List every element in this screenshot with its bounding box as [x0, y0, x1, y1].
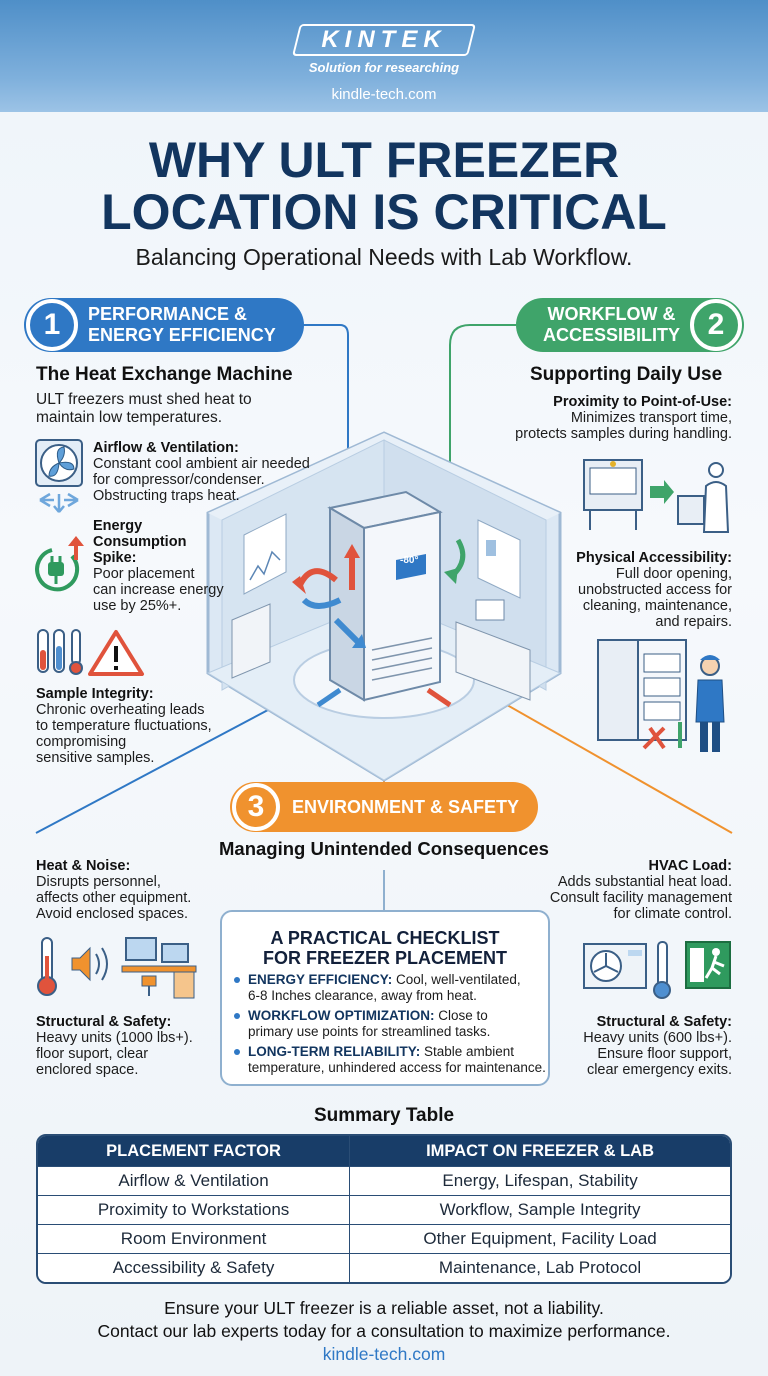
heat-noise-line-1: Disrupts personnel,: [36, 874, 161, 890]
checklist-item: [234, 1008, 546, 1040]
heat-noise-block: [36, 858, 191, 922]
section-3-number: 3: [232, 783, 280, 831]
physical-line-3: cleaning, maintenance,: [582, 598, 732, 614]
checklist-item-label: ENERGY EFFICIENCY:: [248, 972, 393, 987]
section-1-label-line-1: PERFORMANCE &: [88, 304, 248, 324]
checklist-item-text: Close to: [434, 1008, 488, 1023]
checklist-item-label: WORKFLOW OPTIMIZATION:: [248, 1008, 435, 1023]
table-cell: Room Environment: [38, 1224, 349, 1253]
sample-integrity-block: [36, 686, 212, 766]
section-2-heading: Supporting Daily Use: [530, 364, 723, 385]
structural-right-title: Structural & Safety:: [596, 1014, 732, 1030]
sample-line-4: sensitive samples.: [36, 750, 155, 766]
table-cell: Airflow & Ventilation: [38, 1166, 349, 1195]
summary-table-title: Summary Table: [313, 1105, 455, 1126]
checklist-item-text: 6-8 Inches clearance, away from heat.: [248, 988, 477, 1003]
energy-line-1: Poor placement: [93, 566, 195, 582]
proximity-line-2: protects samples during handling.: [515, 426, 732, 442]
energy-title-line-1: Energy: [93, 518, 143, 534]
table-cell: Workflow, Sample Integrity: [349, 1195, 730, 1224]
structural-left-title: Structural & Safety:: [36, 1014, 172, 1030]
checklist-title-line-1: A PRACTICAL CHECKLIST: [270, 928, 500, 948]
brand-tagline: Solution for researching: [308, 60, 460, 75]
section-1-label: [88, 304, 276, 346]
summary-table: [36, 1134, 732, 1284]
proximity-title: Proximity to Point-of-Use:: [553, 394, 732, 410]
table-row: [38, 1166, 730, 1195]
checklist-title: [222, 928, 548, 968]
energy-line-2: can increase energy: [93, 582, 224, 598]
airflow-line-3: Obstructing traps heat.: [93, 488, 240, 504]
checklist-item-text: Cool, well-ventilated,: [392, 972, 521, 987]
heat-noise-line-3: Avoid enclosed spaces.: [36, 906, 189, 922]
ac-thermometer-exit-icon: [582, 938, 734, 1002]
structural-safety-left-block: [36, 1014, 193, 1078]
structural-right-line-3: clear emergency exits.: [586, 1062, 732, 1078]
checklist-item-label: LONG-TERM RELIABILITY:: [248, 1044, 421, 1059]
structural-right-line-2: Ensure floor support,: [597, 1046, 732, 1062]
energy-title-line-2: Consumption: [93, 534, 187, 550]
physical-line-2: unobstructed access for: [578, 582, 732, 598]
energy-block: [93, 518, 224, 614]
technician-freezer-icon: [594, 632, 744, 758]
hvac-load-block: [550, 858, 732, 922]
table-cell: Other Equipment, Facility Load: [349, 1224, 730, 1253]
structural-left-line-3: enclored space.: [36, 1062, 139, 1078]
energy-title-line-3: Spike:: [93, 550, 137, 566]
section-2-number: 2: [690, 299, 742, 351]
section-1-intro: [36, 391, 252, 427]
checklist-item-text: Stable ambient: [420, 1044, 515, 1059]
energy-plug-icon: [32, 536, 90, 600]
physical-line-4: and repairs.: [655, 614, 732, 630]
section-2-badge: [516, 298, 744, 352]
checklist-item-text: temperature, unhindered access for maintenance.: [248, 1060, 546, 1075]
sample-line-3: compromising: [36, 734, 127, 750]
thermometer-speaker-desk-icon: [34, 934, 200, 1000]
test-tubes-warning-icon: [34, 626, 146, 678]
section-3-label: ENVIRONMENT & SAFETY: [292, 796, 520, 817]
structural-safety-right-block: [583, 1014, 732, 1078]
freezer-display: -80°: [400, 555, 419, 566]
table-header-row: [38, 1136, 730, 1166]
checklist-title-line-2: FOR FREEZER PLACEMENT: [262, 948, 507, 968]
checklist-item: [234, 972, 546, 1004]
footer-line-2: Contact our lab experts today for a consultation to maximize performance.: [97, 1321, 671, 1341]
sample-title: Sample Integrity:: [36, 686, 154, 702]
hvac-title: HVAC Load:: [648, 858, 732, 874]
header-site-link[interactable]: kindle-tech.com: [331, 86, 437, 103]
structural-left-line-1: Heavy units (1000 lbs+).: [36, 1030, 193, 1046]
title-line-2: LOCATION IS CRITICAL: [101, 184, 667, 240]
airflow-line-2: for compressor/condenser.: [93, 472, 265, 488]
physical-line-1: Full door opening,: [615, 566, 732, 582]
page-subtitle: Balancing Operational Needs with Lab Workflow.: [135, 244, 633, 270]
table-cell: Proximity to Workstations: [38, 1195, 349, 1224]
hvac-line-2: Consult facility management: [549, 890, 732, 906]
section-3-badge: [230, 782, 538, 832]
heat-noise-title: Heat & Noise:: [36, 858, 131, 874]
fan-icon: [34, 438, 94, 518]
table-cell: Energy, Lifespan, Stability: [349, 1166, 730, 1195]
biosafety-cabinet-technician-icon: [580, 456, 740, 534]
physical-accessibility-block: [576, 550, 732, 630]
section-1-number: 1: [26, 299, 78, 351]
table-header-cell: IMPACT ON FREEZER & LAB: [349, 1136, 730, 1166]
structural-right-line-1: Heavy units (600 lbs+).: [583, 1030, 732, 1046]
section-1-badge: [24, 298, 304, 352]
physical-title: Physical Accessibility:: [576, 550, 732, 566]
table-row: [38, 1195, 730, 1224]
airflow-line-1: Constant cool ambient air needed: [93, 456, 310, 472]
sample-line-1: Chronic overheating leads: [36, 702, 205, 718]
section-2-label-line-2: ACCESSIBILITY: [542, 325, 680, 345]
proximity-line-1: Minimizes transport time,: [570, 410, 732, 426]
checklist-item-text: primary use points for streamlined tasks.: [248, 1024, 491, 1039]
hvac-line-3: for climate control.: [613, 906, 732, 922]
airflow-title: Airflow & Ventilation:: [93, 440, 239, 456]
footer-line-1: Ensure your ULT freezer is a reliable asset, not a liability.: [164, 1298, 604, 1318]
checklist-item: [234, 1044, 546, 1076]
table-row: [38, 1224, 730, 1253]
brand-logo[interactable]: KINTEK: [321, 26, 447, 53]
energy-line-3: use by 25%+.: [93, 598, 182, 614]
footer-site-link[interactable]: kindle-tech.com: [322, 1344, 446, 1364]
proximity-block: [515, 394, 732, 442]
title-line-1: WHY ULT FREEZER: [148, 132, 620, 188]
heat-noise-line-2: affects other equipment.: [36, 890, 192, 906]
table-cell: Maintenance, Lab Protocol: [349, 1253, 730, 1282]
section-2-label-line-1: WORKFLOW &: [547, 304, 676, 324]
table-row: [38, 1253, 730, 1282]
section-1-label-line-2: ENERGY EFFICIENCY: [88, 325, 276, 345]
placement-checklist: [220, 910, 550, 1086]
airflow-block: [93, 440, 310, 504]
intro-line-1: ULT freezers must shed heat to: [36, 391, 252, 408]
section-2-label: [543, 304, 680, 346]
intro-line-2: maintain low temperatures.: [36, 409, 223, 426]
hvac-line-1: Adds substantial heat load.: [557, 874, 732, 890]
structural-left-line-2: floor suport, clear: [36, 1046, 149, 1062]
table-cell: Accessibility & Safety: [38, 1253, 349, 1282]
section-1-heading: The Heat Exchange Machine: [36, 364, 293, 385]
table-header-cell: PLACEMENT FACTOR: [38, 1136, 349, 1166]
sample-line-2: to temperature fluctuations,: [36, 718, 212, 734]
section-3-heading: Managing Unintended Consequences: [219, 838, 549, 859]
